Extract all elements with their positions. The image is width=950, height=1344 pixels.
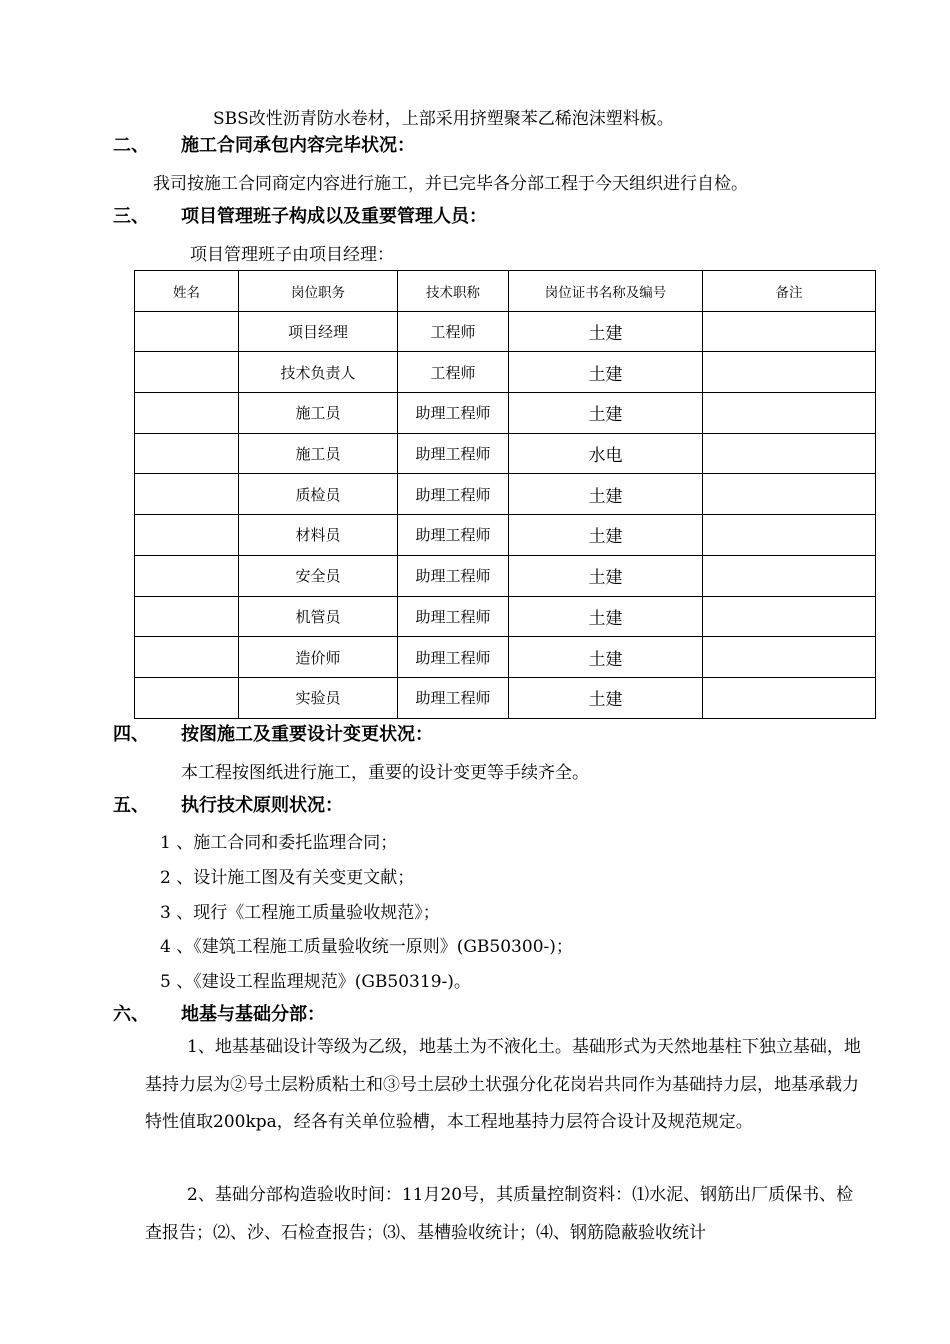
foundation-paragraph-2: 2、基础分部构造验收时间：11月20号，其质量控制资料：⑴水泥、钢筋出厂质保书、检查报告；⑵、沙、石检查报告；⑶、基槽验收统计；⑷、钢筋隐蔽验收统计 [145,1185,854,1243]
cell-position: 材料员 [239,515,398,556]
cell-position: 技术负责人 [239,352,398,393]
cell-remarks [703,474,876,515]
cell-remarks [703,637,876,678]
header-name: 姓名 [135,271,239,312]
table-row [135,637,876,678]
cell-remarks [703,515,876,556]
cell-position: 项目经理 [239,311,398,352]
cell-position: 安全员 [239,555,398,596]
table-row [135,474,876,515]
cell-name [135,596,239,637]
cell-name [135,515,239,556]
cell-certificate: 土建 [509,555,703,596]
cell-title: 助理工程师 [398,637,509,678]
table-row [135,515,876,556]
cell-remarks [703,393,876,434]
cell-title: 助理工程师 [398,433,509,474]
standard-item: 3 、现行《工程施工质量验收规范》； [160,903,440,923]
cell-title: 助理工程师 [398,515,509,556]
section-title: 施工合同承包内容完毕状况： [181,135,415,156]
cell-certificate: 土建 [509,311,703,352]
cell-certificate: 水电 [509,433,703,474]
table-row [135,677,876,718]
cell-position: 机管员 [239,596,398,637]
cell-title: 助理工程师 [398,555,509,596]
cell-name [135,433,239,474]
header-certificate: 岗位证书名称及编号 [509,271,703,312]
cell-title: 工程师 [398,311,509,352]
cell-title: 助理工程师 [398,393,509,434]
table-row [135,393,876,434]
cell-remarks [703,555,876,596]
cell-name [135,677,239,718]
cell-remarks [703,677,876,718]
section-4-body: 本工程按图纸进行施工，重要的设计变更等手续齐全。 [181,763,589,783]
cell-certificate: 土建 [509,596,703,637]
section-title: 项目管理班子构成以及重要管理人员： [181,206,487,227]
cell-position: 质检员 [239,474,398,515]
foundation-paragraph-1: 1、地基基础设计等级为乙级，地基土为不液化土。基础形式为天然地基柱下独立基础，地基持力层为②号土层粉质粘土和③号土层砂土状强分化花岗岩共同作为基础持力层，地基承载力特性值取200kpa，经各有关单位验槽，本工程地基持力层符合设计及规范规定。 [145,1037,861,1132]
cell-certificate: 土建 [509,515,703,556]
cell-certificate: 土建 [509,352,703,393]
table-row [135,555,876,596]
cell-title: 助理工程师 [398,677,509,718]
cell-certificate: 土建 [509,393,703,434]
cell-name [135,352,239,393]
cell-remarks [703,596,876,637]
cell-title: 助理工程师 [398,474,509,515]
cell-remarks [703,311,876,352]
cell-position: 实验员 [239,677,398,718]
cell-certificate: 土建 [509,637,703,678]
section-2-body: 我司按施工合同商定内容进行施工，并已完毕各分部工程于今天组织进行自检。 [153,174,748,194]
cell-certificate: 土建 [509,474,703,515]
section-number: 六、 [113,1004,149,1025]
cell-name [135,637,239,678]
cell-title: 助理工程师 [398,596,509,637]
cell-position: 造价师 [239,637,398,678]
section-title: 按图施工及重要设计变更状况： [181,724,433,745]
cell-certificate: 土建 [509,677,703,718]
section-3-body: 项目管理班子由项目经理： [190,245,394,265]
cell-name [135,393,239,434]
section-number: 三、 [113,206,149,227]
standard-item: 4 、《建筑工程施工质量验收统一原则》(GB50300-)； [160,937,573,957]
intro-line: SBS改性沥青防水卷材，上部采用挤塑聚苯乙稀泡沫塑料板。 [213,109,674,129]
cell-title: 工程师 [398,352,509,393]
standard-item: 1 、施工合同和委托监理合同； [160,833,398,853]
standard-item: 2 、设计施工图及有关变更文献； [160,868,415,888]
section-title: 地基与基础分部： [181,1004,325,1025]
section-number: 五、 [113,795,149,816]
staff-table [134,270,876,719]
header-title: 技术职称 [398,271,509,312]
cell-remarks [703,352,876,393]
table-header-row [135,271,876,312]
header-position: 岗位职务 [239,271,398,312]
standard-item: 5 、《建设工程监理规范》(GB50319-)。 [160,972,471,992]
section-number: 二、 [113,135,149,156]
table-row [135,596,876,637]
table-row [135,352,876,393]
table-row [135,311,876,352]
header-remarks: 备注 [703,271,876,312]
section-number: 四、 [113,724,149,745]
cell-name [135,311,239,352]
cell-position: 施工员 [239,393,398,434]
cell-remarks [703,433,876,474]
cell-name [135,555,239,596]
table-row [135,433,876,474]
cell-name [135,474,239,515]
section-title: 执行技术原则状况： [181,795,343,816]
cell-position: 施工员 [239,433,398,474]
